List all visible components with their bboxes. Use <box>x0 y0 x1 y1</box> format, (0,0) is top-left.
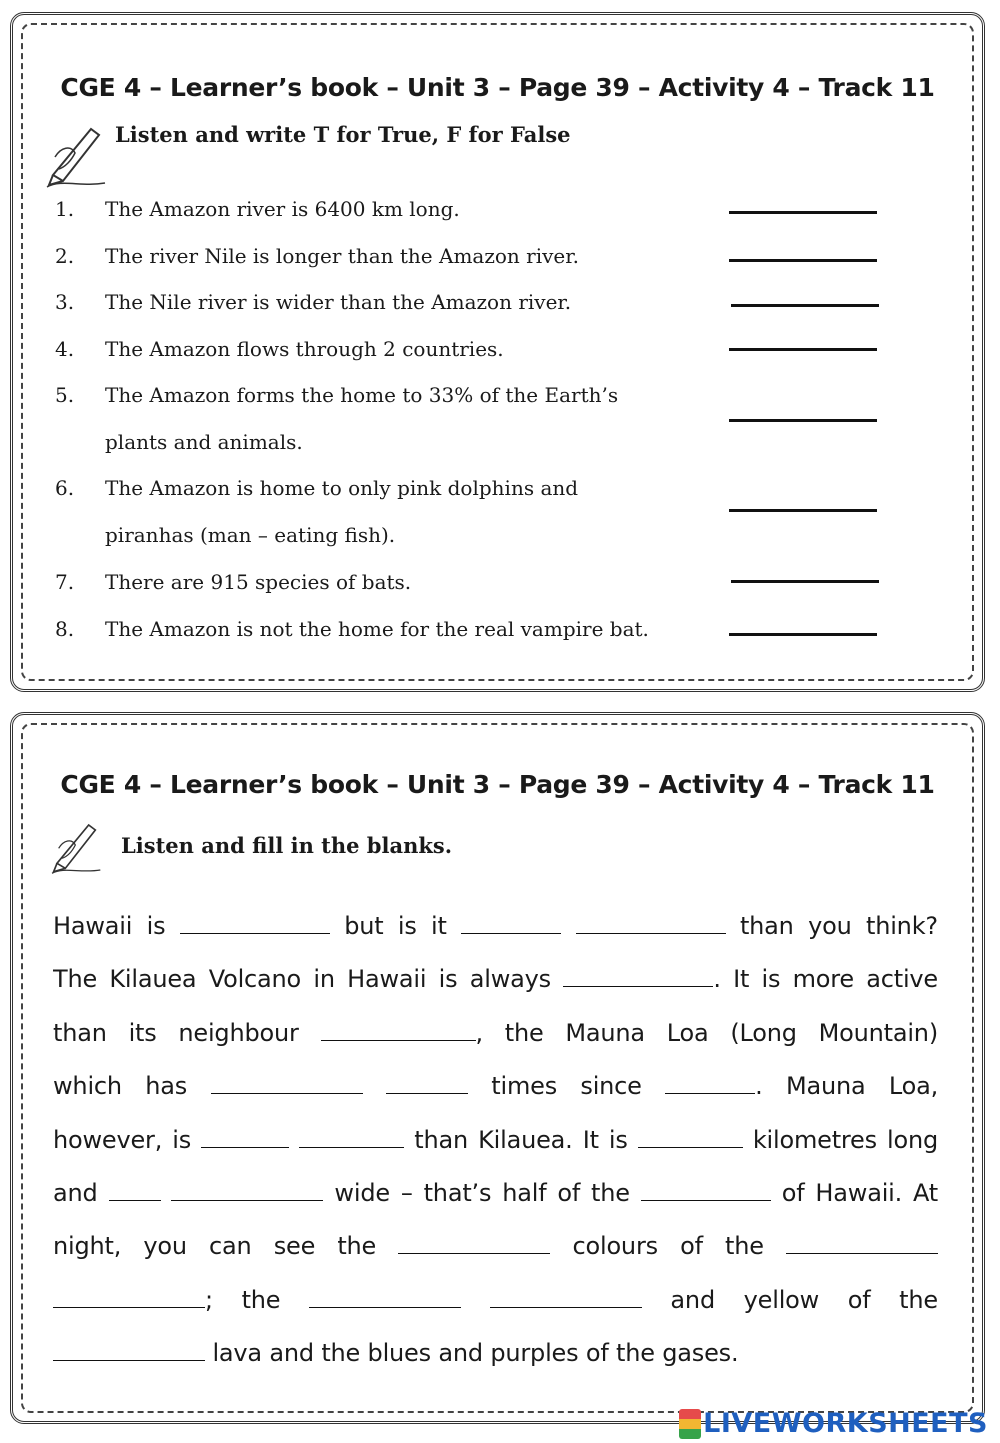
answer-blank-2[interactable] <box>729 259 877 262</box>
paragraph-text: of Hawaii. At <box>781 1178 938 1207</box>
fill-blank[interactable] <box>299 1129 404 1148</box>
fill-blank[interactable] <box>180 915 330 934</box>
fill-blanks-panel <box>10 712 985 1424</box>
liveworksheets-logo <box>679 1408 988 1440</box>
question-text: The Amazon forms the home to 33% of the Earth’s <box>105 383 619 407</box>
fill-blank[interactable] <box>563 968 713 987</box>
logo-text: LIVEWORKSHEETS <box>703 1407 988 1439</box>
paragraph-line <box>53 1220 938 1273</box>
paragraph-text: and <box>53 1178 98 1207</box>
fill-blank[interactable] <box>398 1235 550 1254</box>
answer-blank-3[interactable] <box>731 304 879 307</box>
pencil-writing-icon <box>41 815 113 875</box>
paragraph-text: however, is <box>53 1125 192 1154</box>
section2-title: CGE 4 – Learner’s book – Unit 3 – Page 39 – Activity 4 – Track 11 <box>60 770 935 799</box>
paragraph-text: lava and the blues and purples of the gases. <box>212 1339 739 1368</box>
fill-blank[interactable] <box>576 915 726 934</box>
paragraph-line <box>53 1327 938 1380</box>
question-text: The Amazon is home to only pink dolphins and <box>105 476 579 500</box>
fill-blank[interactable] <box>211 1075 363 1094</box>
answer-blank-7[interactable] <box>731 580 879 583</box>
paragraph-line <box>53 1274 938 1327</box>
question-text: The Amazon river is 6400 km long. <box>105 197 460 221</box>
fill-blank[interactable] <box>490 1289 642 1308</box>
fill-blank[interactable] <box>386 1075 468 1094</box>
question-number: 8. <box>55 617 75 641</box>
fill-blank-paragraph <box>53 900 938 1381</box>
fill-blank[interactable] <box>309 1289 461 1308</box>
answer-blank-5[interactable] <box>729 419 877 422</box>
fill-blank[interactable] <box>665 1075 755 1094</box>
paragraph-line <box>53 1007 938 1060</box>
paragraph-text: but is it <box>344 912 447 940</box>
question-number: 5. <box>55 383 75 407</box>
paragraph-text: night, you can see the <box>53 1232 377 1261</box>
paragraph-text: than you think? <box>739 912 938 940</box>
paragraph-text: . It is more active <box>713 965 938 994</box>
answer-blank-6[interactable] <box>729 509 877 512</box>
question-text: The river Nile is longer than the Amazon river. <box>105 244 579 268</box>
section1-title: CGE 4 – Learner’s book – Unit 3 – Page 39 – Activity 4 – Track 11 <box>60 73 935 102</box>
paragraph-text: Hawaii is <box>53 912 166 940</box>
paragraph-text: times since <box>491 1072 642 1101</box>
section2-instruction: Listen and fill in the blanks. <box>121 833 453 858</box>
fill-blank[interactable] <box>53 1289 205 1308</box>
paragraph-line <box>53 1060 938 1113</box>
question-text: The Amazon flows through 2 countries. <box>105 337 504 361</box>
paragraph-text: ; the <box>205 1285 281 1314</box>
fill-blank[interactable] <box>638 1129 743 1148</box>
section1-instruction: Listen and write T for True, F for False <box>115 122 571 147</box>
question-number: 2. <box>55 244 75 268</box>
question-text-continued: piranhas (man – eating fish). <box>105 523 396 547</box>
pencil-writing-icon <box>41 117 113 189</box>
question-text-continued: plants and animals. <box>105 430 303 454</box>
paragraph-text: . Mauna Loa, <box>755 1072 938 1101</box>
fill-blank[interactable] <box>171 1182 323 1201</box>
fill-blank[interactable] <box>53 1342 205 1361</box>
question-text: There are 915 species of bats. <box>105 570 412 594</box>
paragraph-text: The Kilauea Volcano in Hawaii is always <box>53 965 551 994</box>
paragraph-text: , the Mauna Loa (Long Mountain) <box>475 1018 938 1047</box>
fill-blank[interactable] <box>109 1182 161 1201</box>
answer-blank-4[interactable] <box>729 348 877 351</box>
paragraph-line <box>53 900 938 953</box>
question-number: 1. <box>55 197 75 221</box>
question-text: The Amazon is not the home for the real vampire bat. <box>105 617 649 641</box>
fill-blank[interactable] <box>786 1235 938 1254</box>
answer-blank-1[interactable] <box>729 211 877 214</box>
true-false-panel <box>10 12 985 692</box>
question-number: 6. <box>55 476 75 500</box>
paragraph-text: than Kilauea. It is <box>414 1125 628 1154</box>
paragraph-line <box>53 1114 938 1167</box>
question-number: 3. <box>55 290 75 314</box>
question-number: 7. <box>55 570 75 594</box>
fill-blank[interactable] <box>201 1129 289 1148</box>
fill-blank[interactable] <box>641 1182 771 1201</box>
question-number: 4. <box>55 337 75 361</box>
answer-blank-8[interactable] <box>729 633 877 636</box>
paragraph-text: and yellow of the <box>670 1285 938 1314</box>
paragraph-text: kilometres long <box>752 1125 938 1154</box>
paragraph-text: than its neighbour <box>53 1018 299 1047</box>
paragraph-text: colours of the <box>572 1232 764 1261</box>
logo-mark-icon <box>679 1409 701 1439</box>
fill-blank[interactable] <box>321 1022 476 1041</box>
fill-blank[interactable] <box>461 915 561 934</box>
paragraph-text: wide – that’s half of the <box>334 1178 630 1207</box>
paragraph-line <box>53 953 938 1006</box>
paragraph-text: which has <box>53 1072 188 1101</box>
paragraph-line <box>53 1167 938 1220</box>
question-text: The Nile river is wider than the Amazon river. <box>105 290 572 314</box>
